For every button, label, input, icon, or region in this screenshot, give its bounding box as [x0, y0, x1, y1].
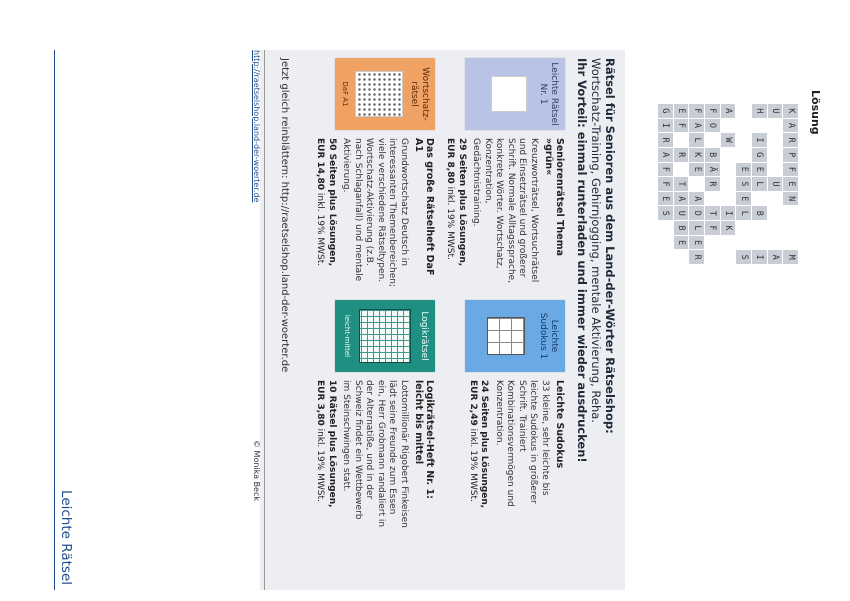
promo-heading-line1: Rätsel für Senioren aus dem Land-der-Wörter Rätselshop: [603, 58, 617, 434]
solution-cell [705, 133, 720, 147]
solution-cell: U [674, 206, 689, 220]
solution-cell [721, 236, 736, 250]
product-cover-wortschatzraetsel[interactable] [335, 58, 435, 130]
product-price-vat: inkl. 19% MWSt. [315, 190, 326, 267]
solution-cell: T [705, 206, 720, 220]
solution-cell [768, 119, 783, 133]
solution-cell [752, 192, 767, 206]
solution-cell: D [689, 206, 704, 220]
solution-cell: B [752, 206, 767, 220]
product-price-bold: 24 Seiten plus Lösungen, EUR 2,49 [468, 380, 490, 509]
solution-cell: E [752, 163, 767, 177]
solution-cell: K [689, 148, 704, 162]
solution-cell: E [674, 104, 689, 118]
product-title: Logikrätsel-Heft Nr. 1: leicht bis mittel [413, 380, 435, 499]
solution-cell: I [752, 133, 767, 147]
solution-cell [658, 250, 673, 264]
solution-cell: R [705, 177, 720, 191]
cover-subtitle: DaF A1 [341, 81, 349, 107]
solution-cell [721, 177, 736, 191]
footer-divider [264, 50, 265, 590]
solution-cell [736, 148, 751, 162]
solution-label: Lösung [809, 90, 822, 135]
solution-cell: S [658, 206, 673, 220]
solution-cell: I [658, 119, 673, 133]
solution-cell: T [674, 177, 689, 191]
solution-cell: H [752, 104, 767, 118]
solution-cell [705, 192, 720, 206]
solution-cell: M [783, 250, 798, 264]
promo-heading-line2: Wortschatz-Training, Gehirnjogging, mentale Aktivierung, Reha. [589, 58, 603, 423]
solution-cell [674, 250, 689, 264]
footer-url-link[interactable]: http://raetselshop.land-der-woerter.de [252, 50, 261, 203]
solution-cell [721, 250, 736, 264]
solution-cell: U [768, 104, 783, 118]
solution-cell [783, 206, 798, 220]
product-info-3 [314, 138, 435, 288]
solution-cell: E [736, 192, 751, 206]
product-price [314, 380, 337, 530]
solution-cell [736, 104, 751, 118]
solution-cell: R [674, 148, 689, 162]
product-price-vat: inkl. 19% MWSt. [445, 183, 456, 260]
solution-cell [752, 119, 767, 133]
product-description: Lottomillionär Rigobert Finkeisen lädt seine Freunde zum Essen ein, Herr Grobmann randaliert in der Alternatiße, und in der Schweiz findet ein Wettbewerb im Steinschwingen statt. [341, 380, 409, 528]
solution-cell: W [721, 133, 736, 147]
solution-cell [783, 221, 798, 235]
solution-cell [705, 250, 720, 264]
product-cover-logikraetsel[interactable] [335, 300, 435, 372]
solution-cell: A [721, 104, 736, 118]
solution-cell [658, 221, 673, 235]
product-info-4 [314, 380, 435, 530]
solution-cell [768, 236, 783, 250]
solution-cell [674, 133, 689, 147]
solution-cell: E [658, 192, 673, 206]
solution-cell: L [689, 133, 704, 147]
solution-cell: U [768, 177, 783, 191]
product-price [314, 138, 337, 288]
promo-heading-line3: Ihr Vorteil: einmal runterladen und immer wieder ausdrucken! [575, 58, 589, 463]
crossword-thumbnail [491, 76, 527, 112]
solution-cell: F [705, 104, 720, 118]
solution-cell [674, 163, 689, 177]
product-price-bold: 50 Seiten plus Lösungen, EUR 14,80 [315, 138, 337, 267]
solution-cell: I [721, 206, 736, 220]
solution-cell: F [658, 163, 673, 177]
solution-cell: A [658, 148, 673, 162]
product-price-bold: 29 Seiten plus Lösungen, EUR 8,80 [445, 138, 467, 267]
solution-cell: F [705, 221, 720, 235]
product-title: Leichte Sudokus [554, 380, 565, 469]
solution-cell [768, 148, 783, 162]
promo-heading [575, 58, 617, 583]
solution-cell: F [689, 104, 704, 118]
cover-subtitle: leicht-mittel [343, 314, 351, 358]
solution-cell: L [752, 177, 767, 191]
solution-cell: O [705, 119, 720, 133]
sudoku-thumbnail [487, 317, 525, 355]
solution-crossword-grid [658, 104, 798, 264]
copyright-notice: © Monika Beck [252, 440, 261, 502]
product-cover-leichte-raetsel[interactable] [465, 58, 565, 130]
wordsearch-thumbnail [355, 71, 403, 117]
solution-cell: S [736, 177, 751, 191]
solution-cell [721, 163, 736, 177]
solution-cell: A [783, 119, 798, 133]
document-title: Leichte Rätsel [58, 490, 74, 585]
solution-cell [736, 221, 751, 235]
product-price [444, 138, 467, 288]
cover-title: Leichte Sudokus 1 [538, 312, 559, 360]
solution-cell: E [674, 236, 689, 250]
solution-cell: R [783, 133, 798, 147]
solution-cell: F [674, 119, 689, 133]
solution-cell: E [689, 236, 704, 250]
solution-cell: L [689, 221, 704, 235]
solution-cell: A [768, 250, 783, 264]
cover-title: Leichte Rätsel Nr. 1 [538, 62, 559, 126]
solution-cell [736, 236, 751, 250]
solution-cell: R [689, 250, 704, 264]
solution-cell [783, 236, 798, 250]
solution-cell [705, 236, 720, 250]
product-price [467, 380, 490, 525]
solution-cell [721, 148, 736, 162]
solution-cell: F [783, 163, 798, 177]
solution-cell [768, 133, 783, 147]
product-description: Kreuzworträtsel, Wortsuchrätsel und Einsetzrätsel und großerer Schrift. Normale Alltagssprache, konkrete Wörter. Wortschatz, Konzentration, Gedächtnistraining. [471, 138, 539, 284]
logic-grid-thumbnail [359, 309, 411, 363]
visit-shop-link[interactable]: Jetzt gleich reinblättern: http://raetselshop.land-der-woerter.de [279, 58, 290, 373]
solution-cell: R [658, 133, 673, 147]
solution-cell: Ä [705, 163, 720, 177]
solution-cell: K [721, 221, 736, 235]
cover-title: Wortschatz-rätsel [409, 67, 430, 121]
header-divider [54, 50, 55, 590]
solution-cell: B [705, 148, 720, 162]
solution-cell [689, 177, 704, 191]
product-description: 33 kleine, sehr leichte bis leichte Sudokus in größerer Schrift. Trainiert Kombinationsvermögen und Konzentration. [494, 380, 550, 507]
product-title: Seniorenrätsel Thema »grün« [543, 138, 565, 257]
solution-cell [736, 119, 751, 133]
solution-cell: K [783, 104, 798, 118]
solution-cell [658, 236, 673, 250]
product-price-vat: inkl. 19% MWSt. [468, 425, 478, 502]
product-title: Das große Rätselheft DaF A1 [413, 138, 435, 276]
solution-cell: A [689, 192, 704, 206]
solution-cell: E [783, 177, 798, 191]
solution-cell [721, 119, 736, 133]
solution-cell: G [658, 104, 673, 118]
solution-cell: S [736, 250, 751, 264]
solution-cell: E [736, 163, 751, 177]
product-price-bold: 10 Rätsel plus Lösungen, EUR 3,80 [315, 380, 337, 508]
product-info-2 [467, 380, 566, 525]
solution-cell [752, 236, 767, 250]
solution-cell: A [674, 192, 689, 206]
cover-title: Logikrätsel [419, 311, 429, 361]
product-info-1 [444, 138, 565, 288]
product-cover-leichte-sudokus[interactable] [465, 300, 565, 372]
solution-cell [752, 221, 767, 235]
solution-cell [768, 163, 783, 177]
solution-cell [768, 192, 783, 206]
product-price-vat: inkl. 19% MWSt. [315, 425, 326, 502]
solution-cell: P [783, 148, 798, 162]
solution-cell: N [783, 192, 798, 206]
solution-cell: B [674, 221, 689, 235]
solution-cell [721, 192, 736, 206]
solution-cell: A [689, 119, 704, 133]
solution-cell: G [752, 148, 767, 162]
solution-cell [736, 133, 751, 147]
product-description: Grundwortschatz Deutsch in interessanten Themenbereichen; viele verschiedene Rätseltypen. Wortschatz-Aktivierung (z.B. nach Schlaganfall) und mentale Aktivierung. [341, 138, 409, 288]
solution-cell [768, 221, 783, 235]
solution-cell: I [752, 250, 767, 264]
solution-cell: F [658, 177, 673, 191]
solution-cell: E [689, 163, 704, 177]
solution-cell [768, 206, 783, 220]
solution-cell: L [736, 206, 751, 220]
